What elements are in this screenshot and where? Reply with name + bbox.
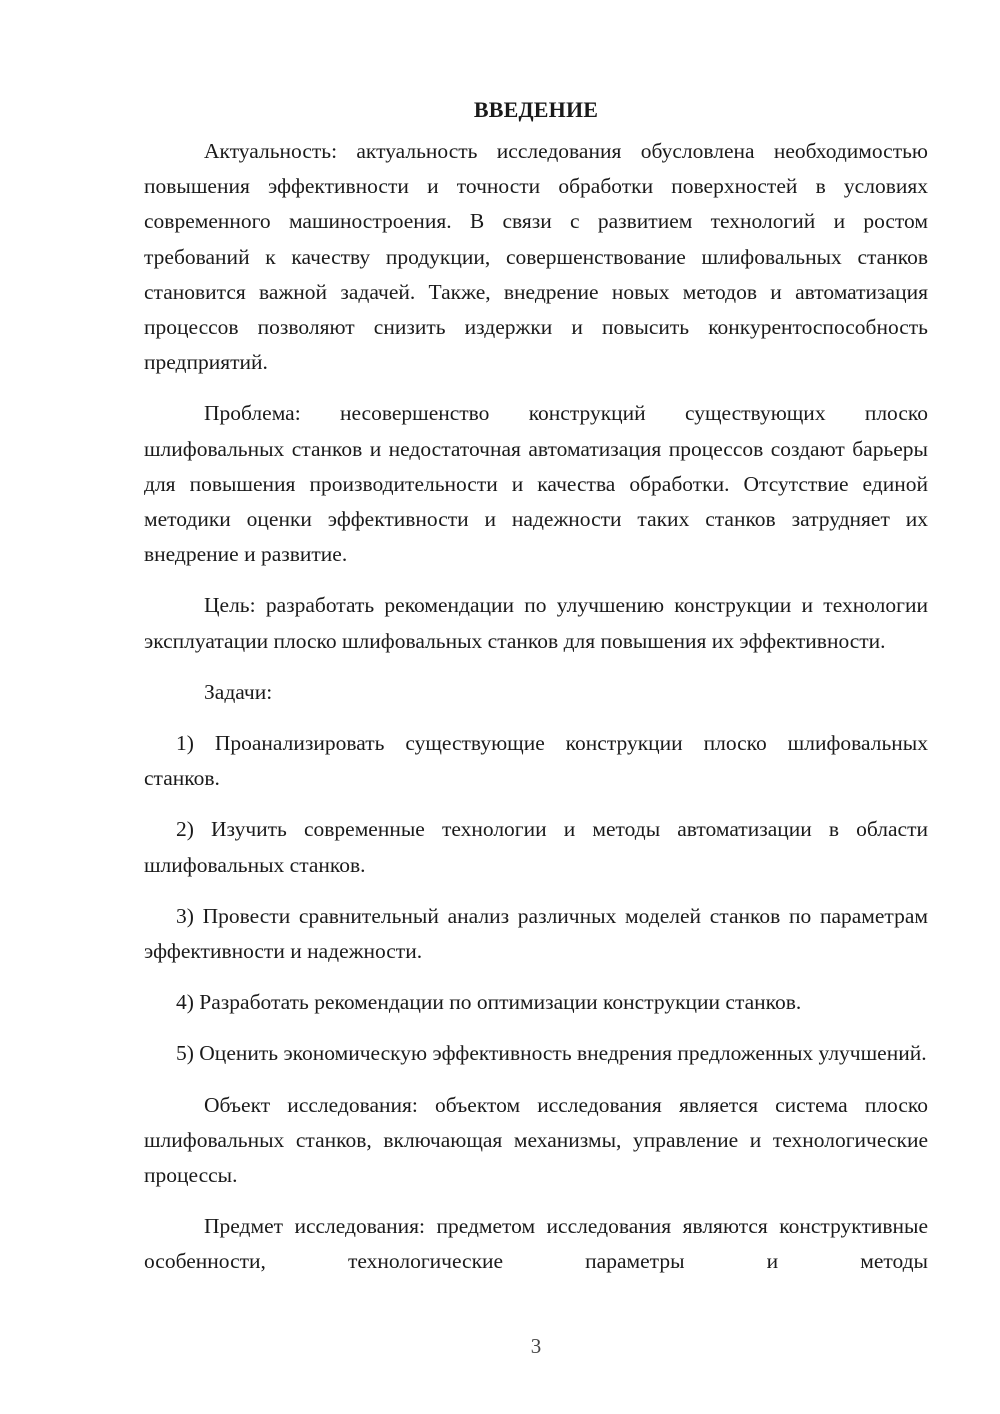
paragraph-research-object: Объект исследования: объектом исследования является система плоско шлифовальных станков, включающая механизмы, управление и технологические процессы. xyxy=(144,1092,928,1188)
document-page xyxy=(144,92,928,1280)
task-item-3: 3) Провести сравнительный анализ различных моделей станков по параметрам эффективности и надежности. xyxy=(144,903,928,964)
paragraph-relevance: Актуальность: актуальность исследования обусловлена необходимостью повышения эффективности и точности обработки поверхностей в условиях современного машиностроения. В связи с развитием технологий и ростом требований к качеству продукции, совершенствование шлифовальных станков становится важной задачей. Также, внедрение новых методов и автоматизация процессов позволяют снизить издержки и повысить конкурентоспособность предприятий. xyxy=(144,139,928,375)
task-item-1: 1) Проанализировать существующие конструкции плоско шлифовальных станков. xyxy=(144,731,928,791)
task-item-2: 2) Изучить современные технологии и методы автоматизации в области шлифовальных станков. xyxy=(144,817,928,877)
paragraph-research-subject: Предмет исследования: предметом исследования являются конструктивные особенности, технологические параметры и методы xyxy=(144,1214,928,1274)
paragraph-goal: Цель: разработать рекомендации по улучшению конструкции и технологии эксплуатации плоско шлифовальных станков для повышения их эффективности. xyxy=(144,593,928,653)
page-title: ВВЕДЕНИЕ xyxy=(473,97,599,122)
task-item-4: 4) Разработать рекомендации по оптимизации конструкции станков. xyxy=(176,990,802,1015)
paragraph-tasks-heading: Задачи: xyxy=(204,679,273,704)
task-item-5: 5) Оценить экономическую эффективность внедрения предложенных улучшений. xyxy=(176,1041,927,1066)
paragraph-problem: Проблема: несовершенство конструкций существующих плоско шлифовальных станков и недостаточная автоматизация процессов создают барьеры для повышения производительности и качества обработки. Отсутствие единой методики оценки эффективности и надежности таких станков затрудняет их внедрение и развитие. xyxy=(144,401,928,567)
page-number: 3 xyxy=(530,1334,542,1358)
